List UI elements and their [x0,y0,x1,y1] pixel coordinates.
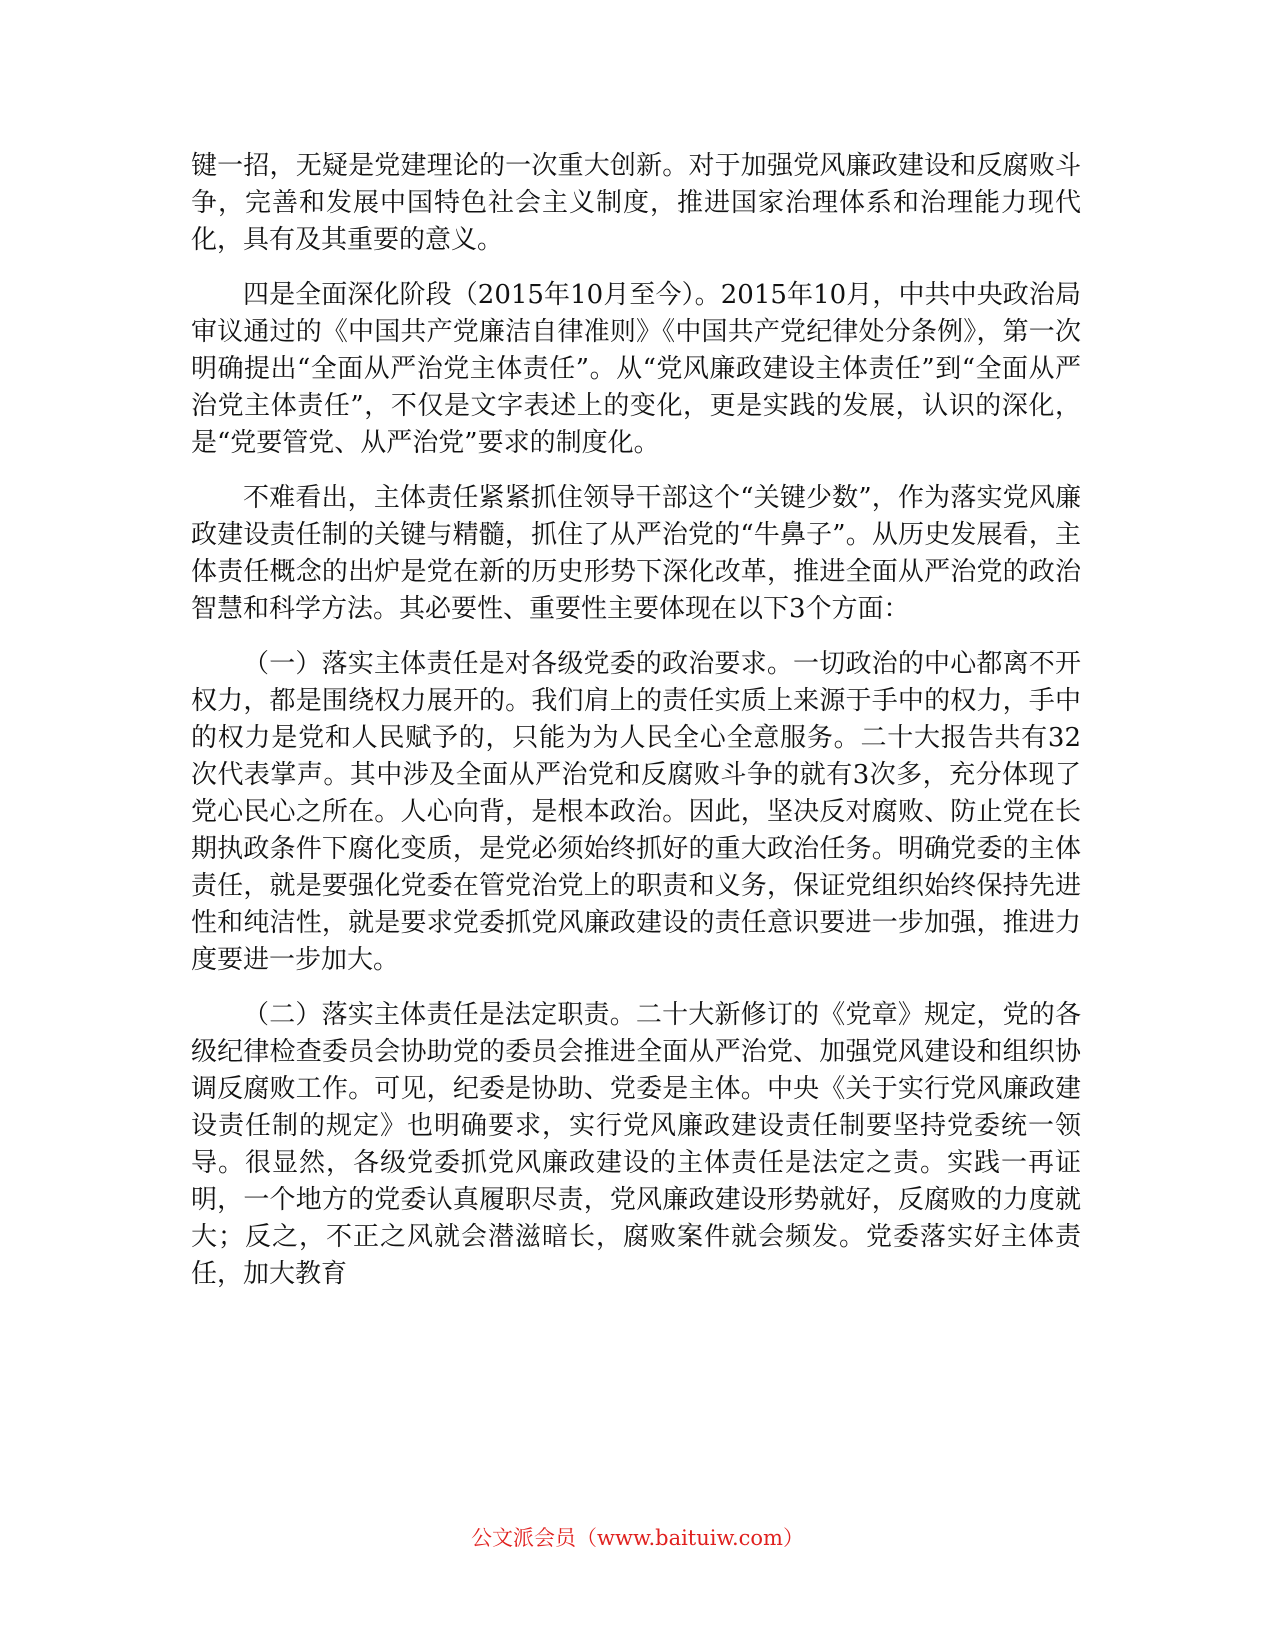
paragraph-summary: 不难看出，主体责任紧紧抓住领导干部这个“关键少数”，作为落实党风廉政建设责任制的关键与精髓，抓住了从严治党的“牛鼻子”。从历史发展看，主体责任概念的出炉是党在新的历史形势下深化改革，推进全面从严治党的政治智慧和科学方法。其必要性、重要性主要体现在以下3个方面： [191,483,1081,624]
footer-link[interactable]: 公文派会员（www.baituiw.com） [471,1526,804,1550]
paragraph-continued: 键一招，无疑是党建理论的一次重大创新。对于加强党风廉政建设和反腐败斗争，完善和发展中国特色社会主义制度，推进国家治理体系和治理能力现代化，具有及其重要的意义。 [191,151,1081,255]
paragraph-point-two: （二）落实主体责任是法定职责。二十大新修订的《党章》规定，党的各级纪律检查委员会协助党的委员会推进全面从严治党、加强党风建设和组织协调反腐败工作。可见，纪委是协助、党委是主体。中央《关于实行党风廉政建设责任制的规定》也明确要求，实行党风廉政建设责任制要坚持党委统一领导。很显然，各级党委抓党风廉政建设的主体责任是法定之责。实践一再证明，一个地方的党委认真履职尽责，党风廉政建设形势就好，反腐败的力度就大；反之，不正之风就会潜滋暗长，腐败案件就会频发。党委落实好主体责任，加大教育 [191,1000,1081,1289]
page-footer [0,1524,1275,1552]
paragraph-point-one: （一）落实主体责任是对各级党委的政治要求。一切政治的中心都离不开权力，都是围绕权力展开的。我们肩上的责任实质上来源于手中的权力，手中的权力是党和人民赋予的，只能为为人民全心全意服务。二十大报告共有32次代表掌声。其中涉及全面从严治党和反腐败斗争的就有3次多，充分体现了党心民心之所在。人心向背，是根本政治。因此，坚决反对腐败、防止党在长期执政条件下腐化变质，是党必须始终抓好的重大政治任务。明确党委的主体责任，就是要强化党委在管党治党上的职责和义务，保证党组织始终保持先进性和纯洁性，就是要求党委抓党风廉政建设的责任意识要进一步加强，推进力度要进一步加大。 [191,649,1081,975]
paragraph-stage-four: 四是全面深化阶段（2015年10月至今）。2015年10月，中共中央政治局审议通过的《中国共产党廉洁自律准则》《中国共产党纪律处分条例》，第一次明确提出“全面从严治党主体责任”。从“党风廉政建设主体责任”到“全面从严治党主体责任”，不仅是文字表述上的变化，更是实践的发展，认识的深化，是“党要管党、从严治党”要求的制度化。 [191,280,1081,458]
document-body [191,148,1081,1311]
